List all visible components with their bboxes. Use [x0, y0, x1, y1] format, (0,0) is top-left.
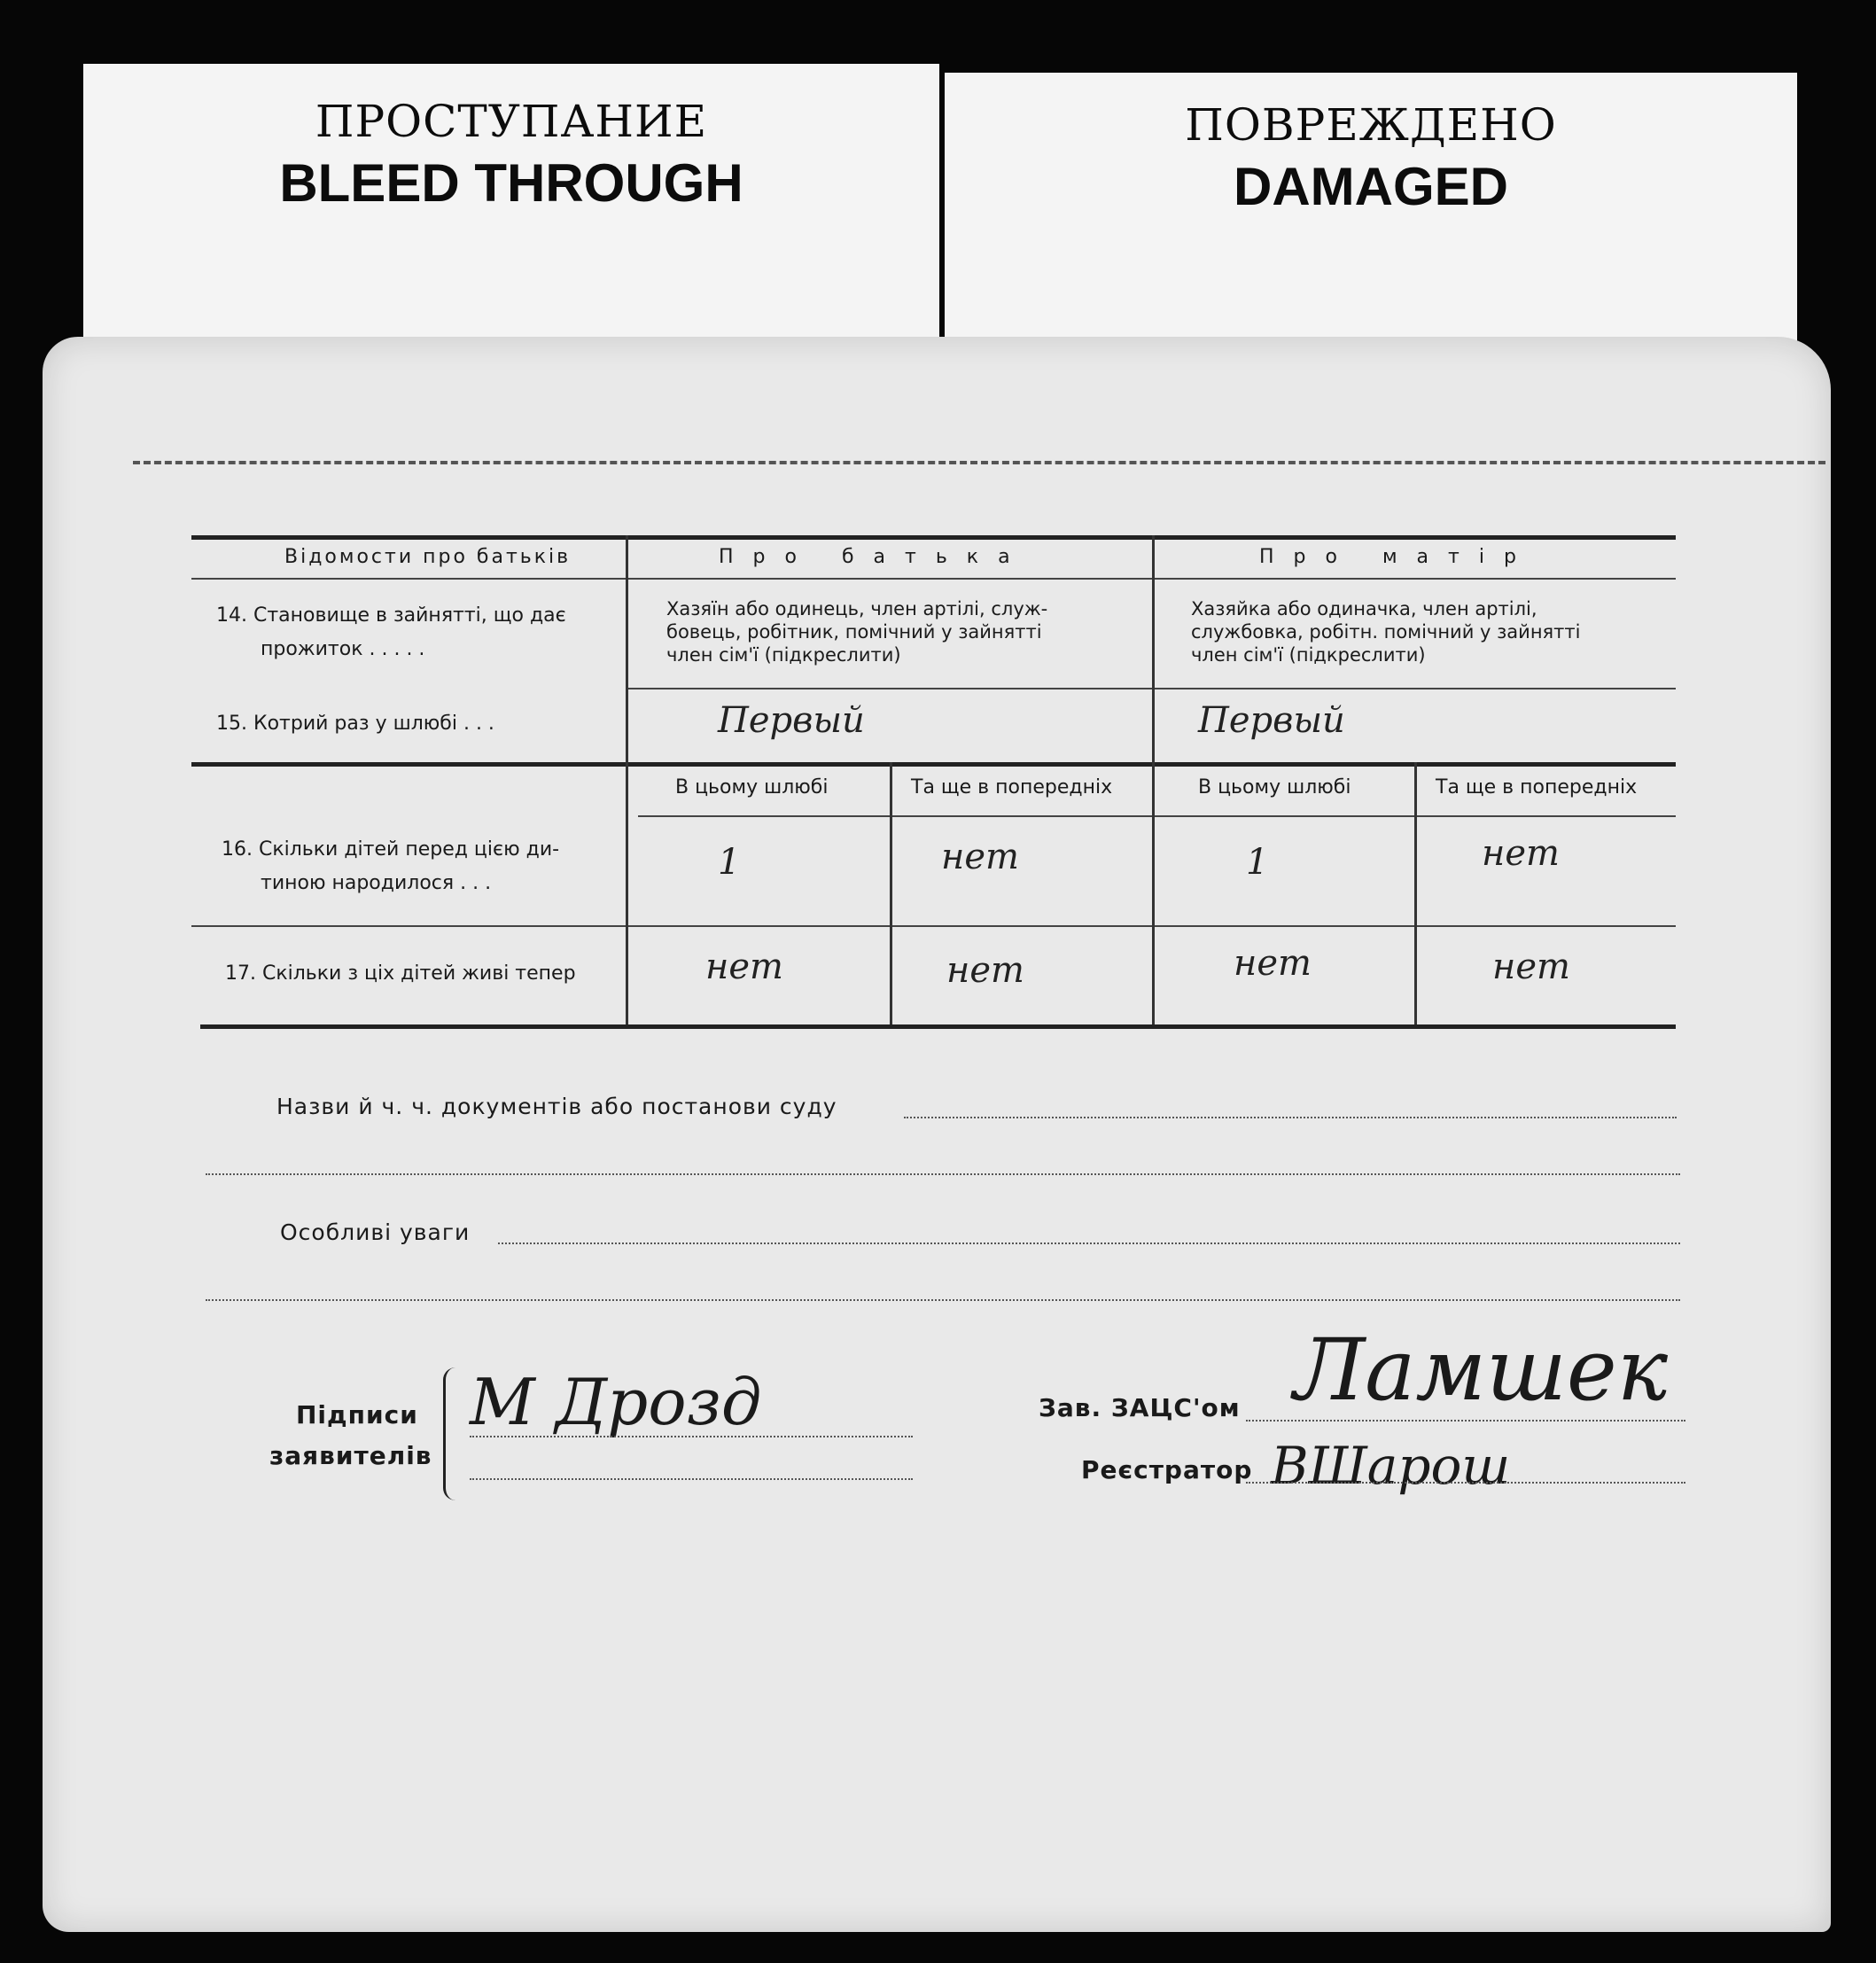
- mother-previous-header: Та ще в попередніх: [1436, 776, 1638, 798]
- row16-label-line2: тиною народилося . . .: [261, 872, 492, 894]
- row14-label-line1: 14. Становище в зайнятті, що дає: [216, 604, 566, 627]
- bleed-through-label-en: BLEED THROUGH: [279, 153, 743, 213]
- col2-divider: [1152, 535, 1155, 1024]
- applicant-line-1: [470, 1436, 913, 1437]
- applicants-label-line1: Підписи: [296, 1400, 418, 1429]
- documents-label: Назви й ч. ч. документів або постанови суду: [276, 1094, 837, 1119]
- row14-father-line1: Хазяїн або одинець, член артілі, служ-: [666, 598, 1048, 619]
- head-zags-label: Зав. ЗАЦС'ом: [1039, 1393, 1241, 1422]
- bleed-through-label-card: [83, 64, 939, 356]
- row17-label: 17. Скільки з ціх дітей живі тепер: [225, 962, 576, 985]
- row15-label: 15. Котрий раз у шлюбі . . .: [216, 713, 494, 735]
- notes-line-2: [206, 1299, 1680, 1301]
- row17-mother-prev: нет: [1492, 946, 1570, 987]
- applicants-label-line2: заявителів: [269, 1441, 432, 1470]
- documents-line-2: [206, 1173, 1680, 1175]
- row16-mother-prev: нет: [1482, 833, 1560, 874]
- header-father: Про батька: [719, 546, 1030, 568]
- notes-label: Особливі уваги: [280, 1219, 471, 1245]
- row16-label-line1: 16. Скільки дітей перед цією ди-: [222, 838, 560, 861]
- row15-rule: [191, 762, 1676, 767]
- head-signature: Ламшек: [1294, 1320, 1669, 1420]
- bleed-through-label-ru: ПРОСТУПАНИЕ: [315, 96, 708, 147]
- header-mother: Про матір: [1259, 546, 1536, 568]
- applicant-signature: М Дрозд: [470, 1365, 762, 1439]
- row15-father-value: Первый: [718, 700, 865, 741]
- row16-father-prev: нет: [941, 837, 1019, 877]
- row16-father-this: 1: [718, 842, 741, 883]
- subheader-rule: [638, 815, 1676, 817]
- row14-rule: [626, 688, 1676, 689]
- mother-this-marriage-header: В цьому шлюбі: [1198, 776, 1351, 798]
- row17-mother-this: нет: [1234, 943, 1312, 984]
- father-subcol-divider: [890, 762, 892, 1024]
- father-this-marriage-header: В цьому шлюбі: [675, 776, 829, 798]
- head-line: [1246, 1420, 1685, 1422]
- row16-mother-this: 1: [1246, 842, 1269, 883]
- row14-mother-line1: Хазяйка або одиначка, член артілі,: [1191, 598, 1537, 619]
- damaged-label-ru: ПОВРЕЖДЕНО: [1185, 99, 1557, 151]
- table-bottom-rule: [200, 1024, 1676, 1029]
- header-rule: [191, 578, 1676, 580]
- damaged-label-card: [945, 73, 1797, 365]
- row16-rule: [191, 925, 1676, 927]
- col1-divider: [626, 535, 628, 1024]
- applicant-line-2: [470, 1478, 913, 1480]
- registrar-line: [1246, 1482, 1685, 1484]
- row14-mother-line2: службовка, робітн. помічний у зайнятті: [1191, 621, 1581, 643]
- row14-mother-line3: член сім'ї (підкреслити): [1191, 644, 1426, 666]
- notes-line-1: [498, 1242, 1680, 1244]
- parents-info-table: [191, 535, 1676, 1028]
- applicants-brace: [443, 1367, 458, 1500]
- row15-mother-value: Первый: [1198, 700, 1345, 741]
- row17-father-this: нет: [705, 946, 783, 987]
- table-top-rule: [191, 535, 1676, 540]
- father-previous-header: Та ще в попередніх: [911, 776, 1113, 798]
- header-parents-info: Відомости про батьків: [284, 546, 572, 568]
- perforation-line: [133, 461, 1825, 464]
- mother-subcol-divider: [1414, 762, 1417, 1024]
- damaged-label-en: DAMAGED: [1234, 157, 1508, 216]
- registrar-signature: ВШарош: [1271, 1436, 1511, 1496]
- row14-father-line2: бовець, робітник, помічний у зайнятті: [666, 621, 1042, 643]
- row14-father-line3: член сім'ї (підкреслити): [666, 644, 901, 666]
- registrar-label: Реєстратор: [1081, 1455, 1253, 1484]
- row17-father-prev: нет: [946, 950, 1024, 991]
- documents-line-1: [904, 1117, 1677, 1118]
- row14-label-line2: прожиток . . . . .: [261, 638, 425, 660]
